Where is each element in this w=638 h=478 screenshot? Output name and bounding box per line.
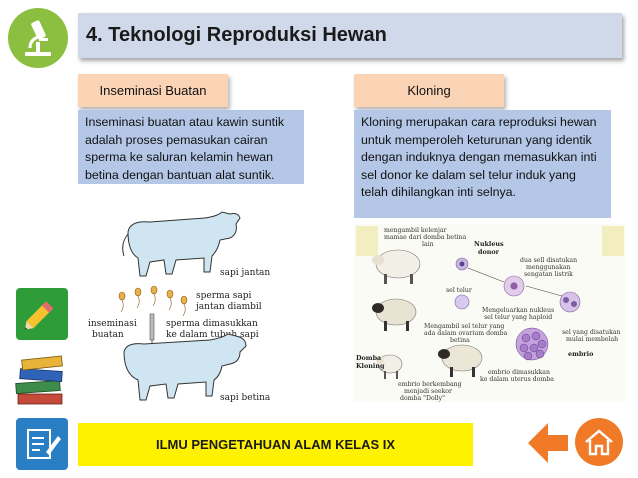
- books-button[interactable]: [12, 354, 68, 408]
- label-take-gland-2: mamae dari domba betina: [384, 234, 467, 241]
- home-icon: [584, 428, 614, 456]
- insemination-heading: Inseminasi Buatan: [78, 74, 228, 107]
- embryo-cluster: [516, 328, 548, 360]
- label-embryo: embrio: [568, 350, 594, 358]
- bull-illustration: [123, 212, 240, 276]
- label-egg-cell: sel telur: [446, 287, 472, 294]
- label-donor-nucleus-2: donor: [478, 248, 500, 256]
- page-title: 4. Teknologi Reproduksi Hewan: [86, 24, 387, 46]
- microscope-logo: [8, 8, 68, 68]
- label-clone-sheep-1: Domba: [356, 354, 382, 362]
- label-take-egg-3: betina: [450, 337, 470, 344]
- label-remove-nucleus-2: sel telur yang haploid: [484, 314, 553, 321]
- label-donor-nucleus-1: Nukleus: [474, 240, 504, 248]
- label-divide-2: mulai membelah: [566, 336, 619, 343]
- label-grow-3: domba "Dolly": [400, 395, 446, 402]
- label-take-egg-1: Mengambil sel telur yang: [424, 323, 505, 330]
- label-fused-2: menggunakan: [526, 264, 571, 271]
- label-take-gland-1: mengambil kelenjar: [384, 227, 447, 234]
- label-inserted-2: ke dalam tubuh sapi: [166, 330, 259, 340]
- edit-note-icon: [16, 418, 68, 470]
- dividing-cell: [560, 292, 580, 312]
- cloning-diagram: [354, 224, 626, 402]
- microscope-icon: [20, 18, 56, 58]
- label-inserted-1: sperma dimasukkan: [166, 319, 258, 329]
- label-take-gland-3: lain: [422, 241, 434, 248]
- home-button[interactable]: [575, 418, 623, 466]
- insemination-description: Inseminasi buatan atau kawin suntik adalah proses pemasukan cairan sperma ke saluran kelamin hewan betina dengan bantuan alat suntik.: [78, 110, 304, 184]
- cloning-heading: Kloning: [354, 74, 504, 107]
- label-implant-1: embrio dimasukkan: [488, 369, 550, 376]
- pencil-icon: [16, 288, 68, 340]
- label-male-cow: sapi jantan: [220, 268, 271, 278]
- label-method-1: inseminasi: [88, 319, 137, 329]
- label-female-cow: sapi betina: [220, 393, 271, 403]
- label-grow-2: menjadi seekor: [404, 388, 452, 395]
- cloning-description: Kloning merupakan cara reproduksi hewan untuk memperoleh keturunan yang identik dengan induknya dengan memasukkan inti sel donor ke dalam sel telur induk yang telah dihilangkan inti selnya.: [354, 110, 611, 218]
- label-divide-1: sel yang disatukan: [562, 329, 621, 336]
- label-sperm-taken-1: sperma sapi: [196, 291, 252, 301]
- edit-note-button[interactable]: [16, 418, 68, 470]
- books-icon: [12, 354, 68, 408]
- label-fused-1: dua sell disatukan: [520, 257, 578, 264]
- egg-cell: [455, 295, 469, 309]
- label-remove-nucleus-1: Mengeluarkan nukleus: [482, 307, 555, 314]
- syringe-illustration: [150, 314, 154, 348]
- label-fused-3: sengatan listrik: [524, 271, 573, 278]
- label-implant-2: ke dalam uterus domba: [480, 376, 554, 383]
- pencil-button[interactable]: [16, 288, 68, 340]
- label-sperm-taken-2: jantan diambil: [196, 302, 262, 312]
- label-clone-sheep-2: Kloning: [356, 362, 385, 370]
- insemination-diagram: [80, 210, 300, 406]
- back-arrow-icon: [528, 421, 568, 465]
- label-method-2: buatan: [92, 330, 124, 340]
- sperm-cells: [119, 286, 187, 316]
- back-button[interactable]: [528, 421, 568, 465]
- label-take-egg-2: ada dalam ovarium domba: [424, 330, 508, 337]
- cow-illustration: [124, 334, 246, 400]
- footer-bar: ILMU PENGETAHUAN ALAM KELAS IX: [78, 423, 473, 466]
- title-bar: [78, 13, 622, 58]
- label-grow-1: embrio berkembang: [398, 381, 462, 388]
